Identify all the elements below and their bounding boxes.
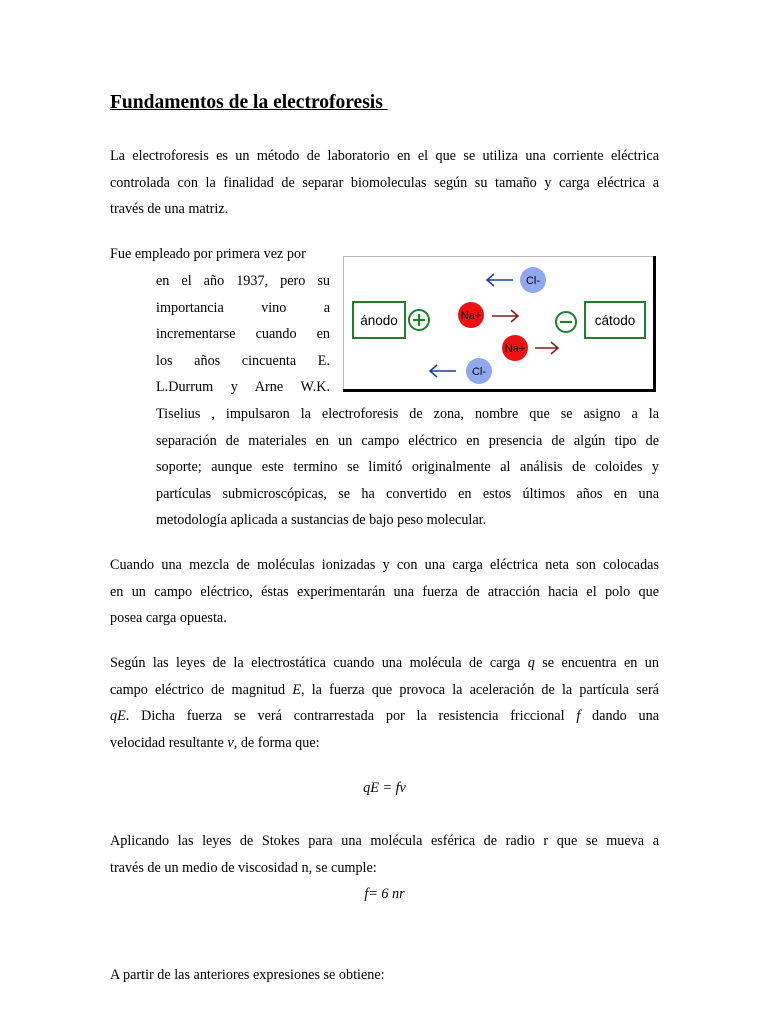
ions-layer [343,256,656,392]
paragraph-history-wrap [156,268,330,401]
text-line: qE. Dicha fuerza se verá contrarrestada por la resistencia friccional f dando una [110,708,659,724]
text-line: separación de materiales en un campo eléctrico en presencia de algún tipo de [156,432,659,449]
ion-label: Na+ [460,310,482,322]
text-line: incrementarse cuando en [156,326,330,342]
paragraph-intro [110,143,659,223]
chloride-ion-bottom [430,358,492,384]
cathode-label: cátodo [594,312,636,328]
text-line: los años cincuenta E. [156,352,330,369]
text-line: Tiselius , impulsaron la electroforesis de zona, nombre que se asigno a la [156,406,659,422]
plus-sign-icon [409,310,429,330]
text-line: través de un medio de viscosidad n, se cumple: [110,859,377,876]
paragraph-history-first-line: Fue empleado por primera vez por [110,246,306,262]
text-line: Aplicando las leyes de Stokes para una molécula esférica de radio r que se mueva a [110,833,659,849]
text-line: en un campo eléctrico, éstas experimentarán una fuerza de atracción hacia el polo que [110,583,659,600]
text-line: controlada con la finalidad de separar biomoleculas según su tamaño y carga eléctrica a [110,174,659,191]
chloride-ion-top [487,267,546,293]
paragraph-stokes [110,828,659,881]
minus-sign-icon [556,312,576,332]
formula-stokes: f= 6 nr [364,886,405,902]
text-line: importancia vino a [156,299,330,316]
text-line: posea carga opuesta. [110,610,227,626]
electrophoresis-diagram [343,256,656,392]
ion-label: Cl- [525,275,541,287]
ion-label: Na+ [504,343,526,355]
formula-force: qE = fv [363,780,406,796]
page-title: Fundamentos de la electroforesis [110,92,388,113]
text-line: en el año 1937, pero su [156,273,330,289]
anode-label: ánodo [360,312,398,328]
sodium-ion-middle [458,302,518,328]
text-line: través de una matriz. [110,201,229,217]
text-line: L.Durrum y Arne W.K. [156,379,330,395]
text-line: velocidad resultante v, de forma que: [110,734,320,751]
text-line: metodología aplicada a sustancias de bajo peso molecular. [156,512,487,528]
paragraph-history-rest [156,401,659,534]
ion-label: Cl- [471,366,487,378]
paragraph-migration [110,552,659,632]
text-line: partículas submicroscópicas, se ha convertido en estos últimos años en una [156,485,659,502]
text-line: Según las leyes de la electrostática cuando una molécula de carga q se encuentra en un [110,655,659,671]
sodium-ion-lower [502,335,558,361]
text-line: campo eléctrico de magnitud E, la fuerza que provoca la aceleración de la partícula será [110,681,659,698]
paragraph-electrostatics [110,650,659,756]
text-line: Cuando una mezcla de moléculas ionizadas y con una carga eléctrica neta son colocadas [110,557,659,573]
text-line: soporte; aunque este termino se limitó originalmente al análisis de coloides y [156,459,659,475]
paragraph-conclusion: A partir de las anteriores expresiones se obtiene: [110,967,385,983]
text-line: La electroforesis es un método de laboratorio en el que se utiliza una corriente eléctrica [110,148,659,164]
